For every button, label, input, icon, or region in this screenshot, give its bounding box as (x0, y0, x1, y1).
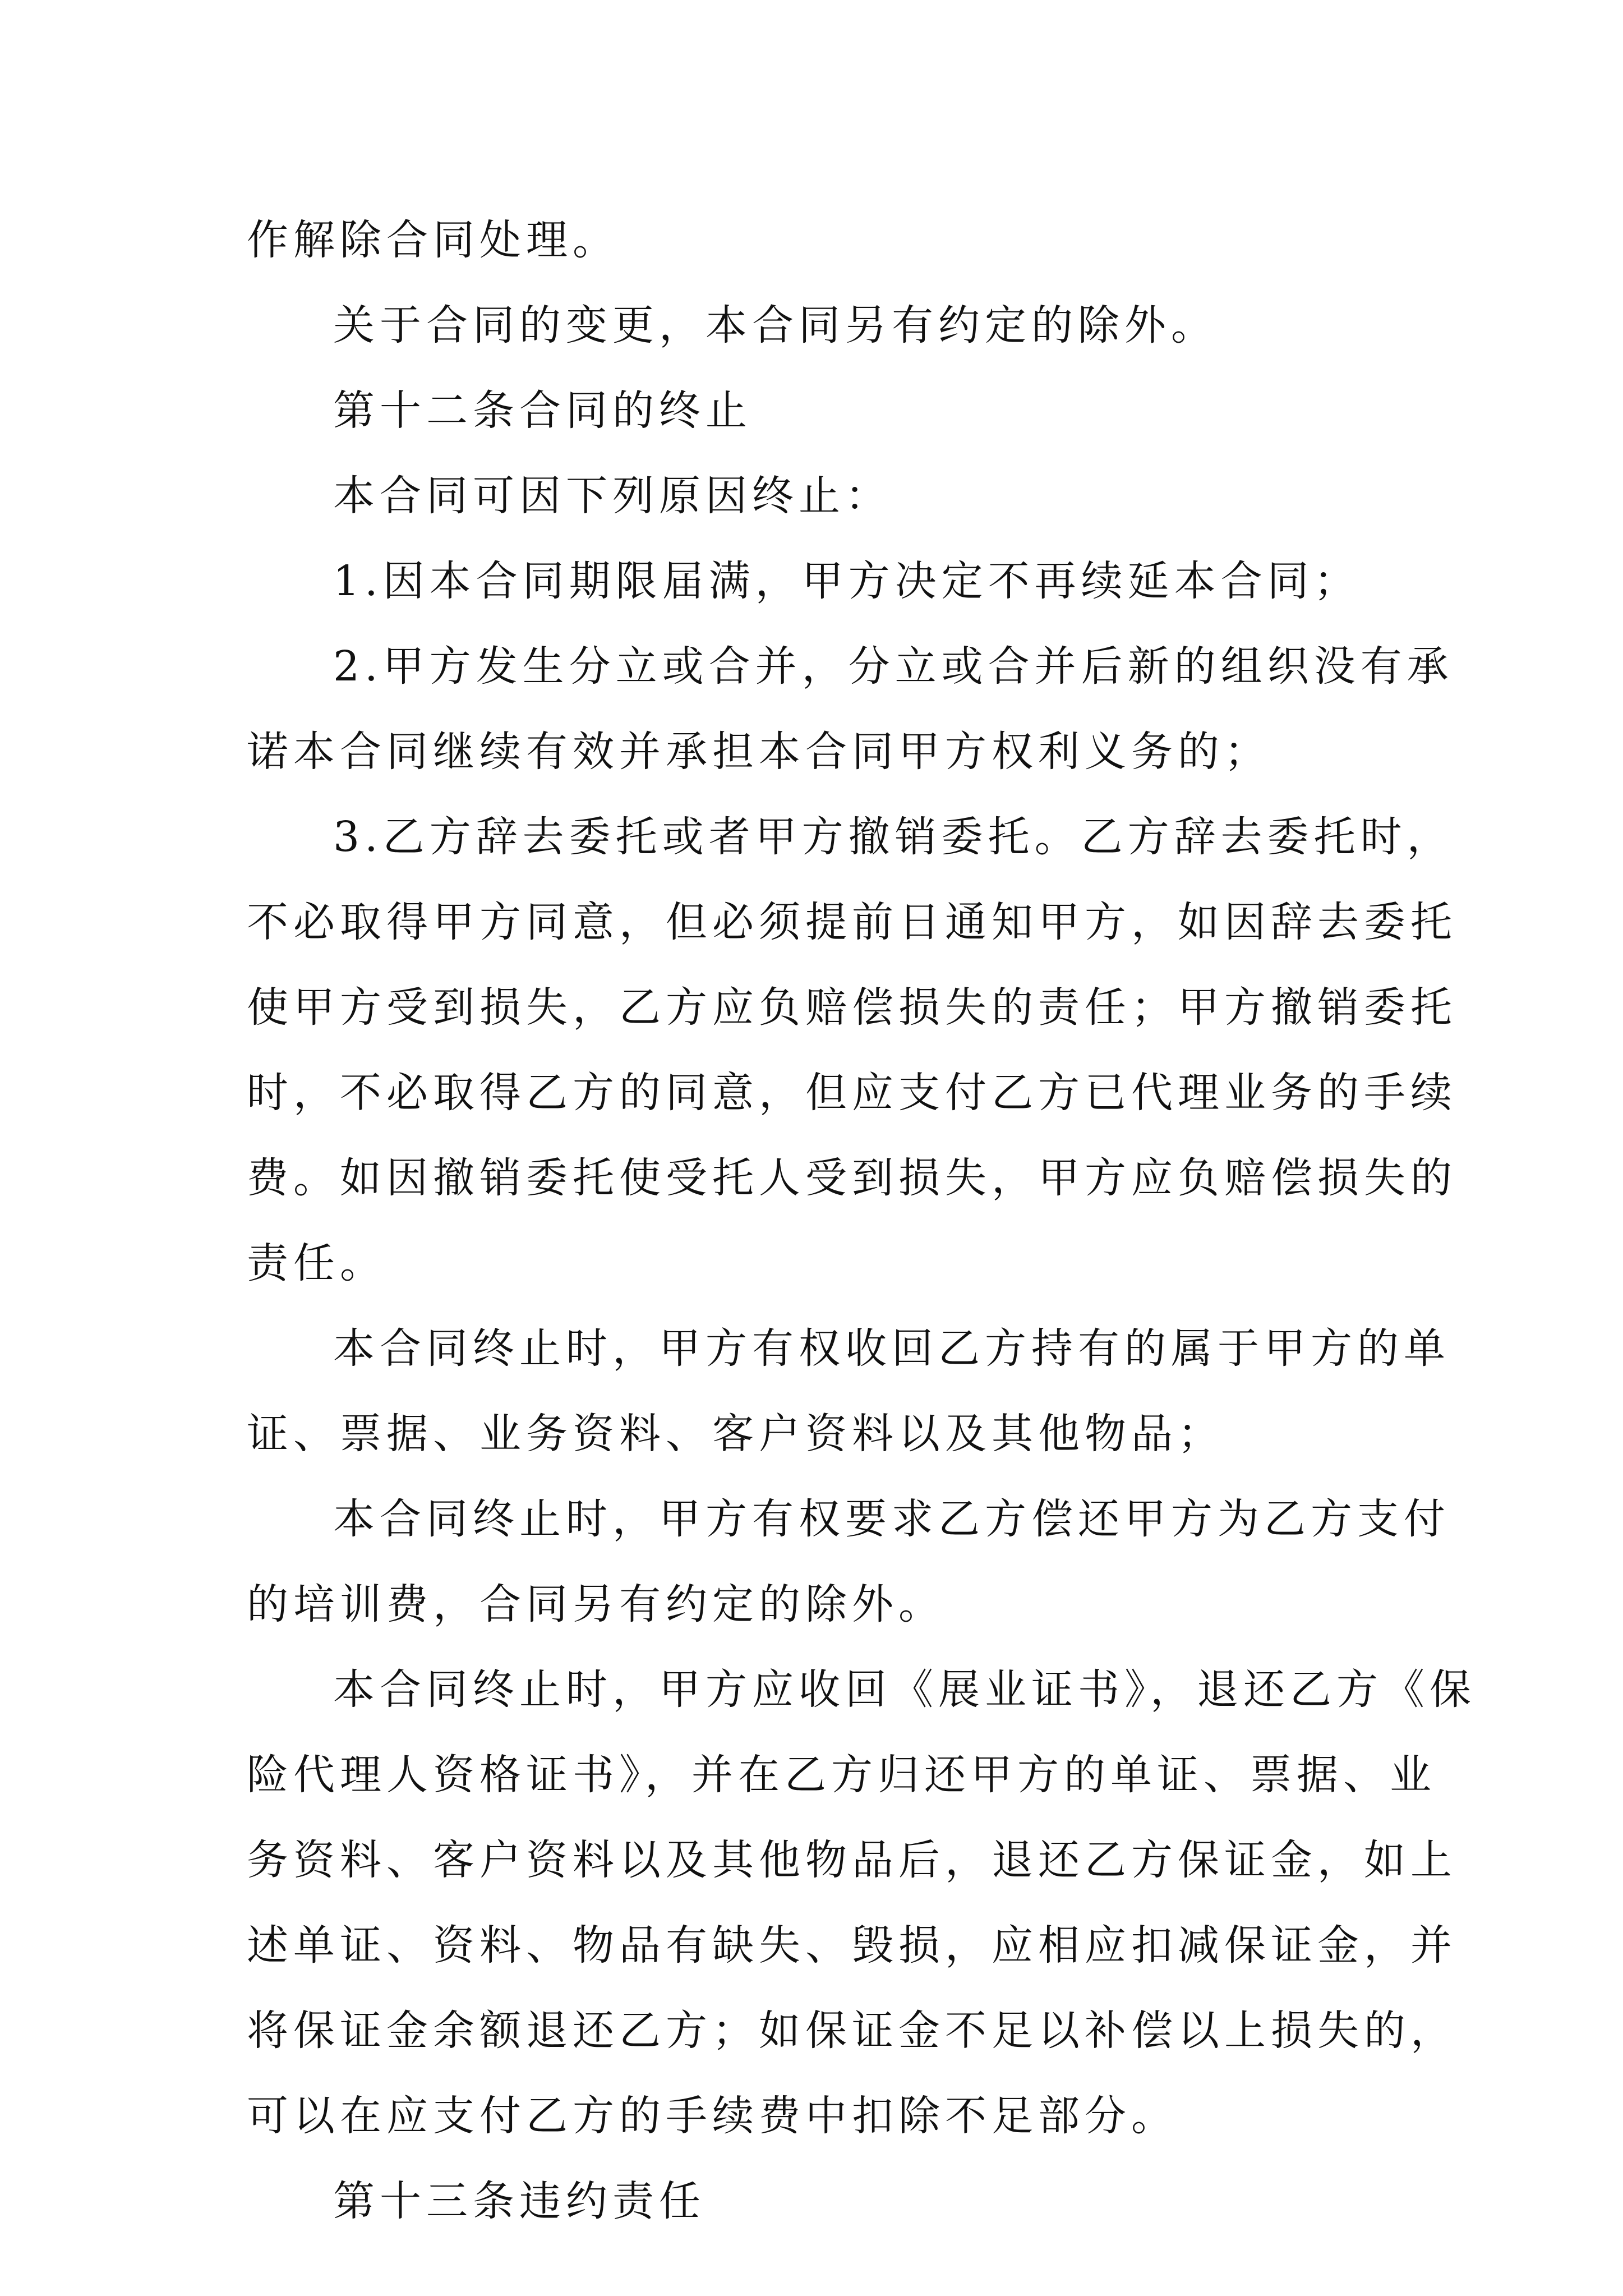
text-line: 诺本合同继续有效并承担本合同甲方权利义务的； (247, 728, 1271, 776)
paragraph (247, 539, 1436, 624)
text-line: 本合同终止时，甲方有权要求乙方偿还甲方为乙方支付 (333, 1495, 1450, 1543)
paragraph (247, 197, 1436, 283)
text-line: 第十二条合同的终止 (333, 386, 752, 435)
text-line: 本合同终止时，甲方应收回《展业证书》，退还乙方《保 (333, 1665, 1476, 1714)
text-line: 将保证金余额退还乙方；如保证金不足以补偿以上损失的， (247, 2007, 1457, 2055)
text-line: 述单证、资料、物品有缺失、毁损，应相应扣减保证金，并 (247, 1921, 1457, 1970)
paragraph (247, 794, 1457, 1306)
text-line: 关于合同的变更，本合同另有约定的除外。 (333, 301, 1218, 349)
paragraph (247, 1647, 1476, 2159)
paragraph (247, 1306, 1450, 1476)
text-line: 可以在应支付乙方的手续费中扣除不足部分。 (247, 2092, 1178, 2140)
paragraph (247, 2159, 1436, 2244)
document-page (247, 197, 1476, 2244)
text-line: 时，不必取得乙方的同意，但应支付乙方已代理业务的手续 (247, 1069, 1457, 1117)
text-line: 使甲方受到损失，乙方应负赔偿损失的责任；甲方撤销委托 (247, 983, 1457, 1032)
text-line: 2.甲方发生分立或合并，分立或合并后新的组织没有承 (333, 642, 1454, 691)
text-line: 1.因本合同期限届满，甲方决定不再续延本合同； (333, 557, 1361, 605)
text-line: 费。如因撤销委托使受托人受到损失，甲方应负赔偿损失的 (247, 1154, 1457, 1202)
text-line: 的培训费，合同另有约定的除外。 (247, 1580, 945, 1628)
paragraph (247, 453, 1436, 539)
text-line: 责任。 (247, 1239, 386, 1287)
paragraph (247, 283, 1436, 368)
text-line: 险代理人资格证书》，并在乙方归还甲方的单证、票据、业 (247, 1751, 1436, 1799)
text-line: 务资料、客户资料以及其他物品后，退还乙方保证金，如上 (247, 1836, 1457, 1884)
text-line: 第十三条违约责任 (333, 2177, 706, 2225)
paragraph (247, 624, 1454, 794)
text-line: 本合同终止时，甲方有权收回乙方持有的属于甲方的单 (333, 1324, 1450, 1373)
text-line: 不必取得甲方同意，但必须提前日通知甲方，如因辞去委托 (247, 898, 1457, 946)
text-line: 作解除合同处理。 (247, 216, 619, 264)
text-line: 3.乙方辞去委托或者甲方撤销委托。乙方辞去委托时， (333, 813, 1454, 861)
text-line: 证、票据、业务资料、客户资料以及其他物品； (247, 1410, 1224, 1458)
paragraph (247, 1476, 1450, 1647)
paragraph (247, 368, 1436, 453)
text-line: 本合同可因下列原因终止： (333, 472, 892, 520)
